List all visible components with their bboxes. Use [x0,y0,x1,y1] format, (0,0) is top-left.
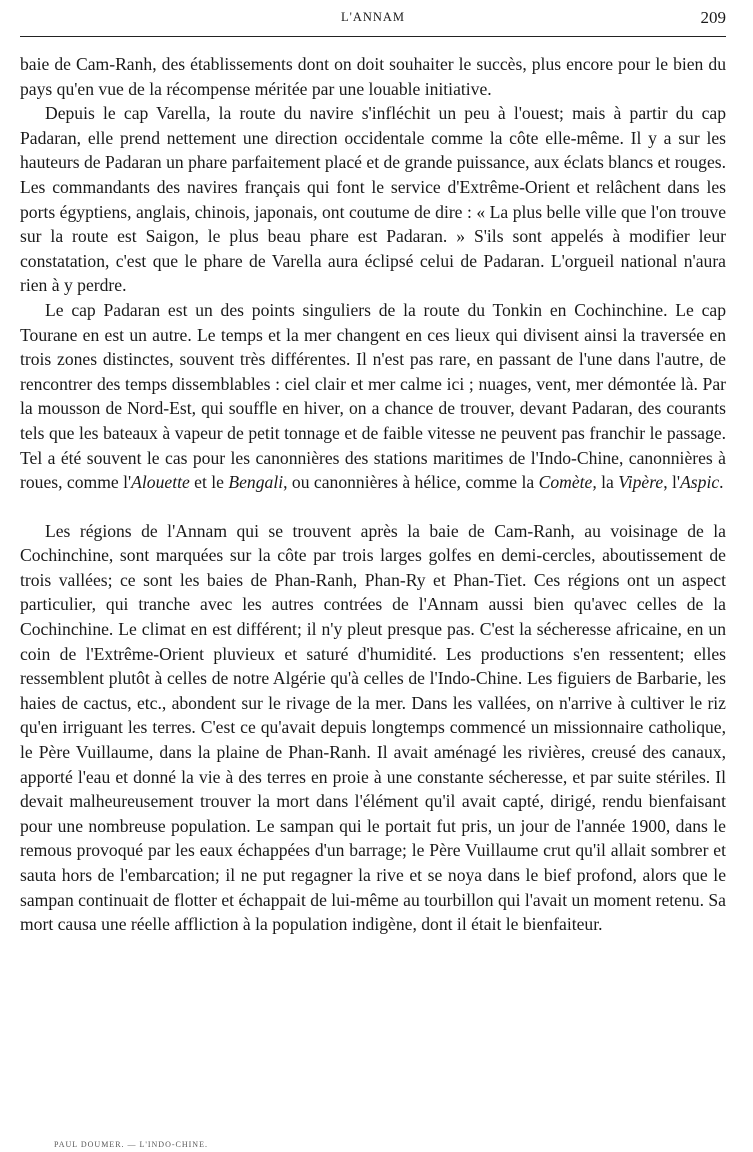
paragraph-cap-padaran [20,298,726,495]
ship-name-bengali: Bengali [228,472,284,493]
body-text [20,52,726,937]
connector-text: . [719,472,724,493]
running-head [20,0,726,38]
book-page [20,0,726,937]
paragraph-cap-varella: Depuis le cap Varella, la route du navire s'infléchit un peu à l'ouest; mais à partir du cap Padaran, elle prend nettement une direction occidentale comme la côte elle-même. Il y a sur les hauteurs de Padaran un phare parfaitement placé et de grande puissance, aux éclats blancs et rouges. Les commandants des navires français qui font le service d'Extrême-Orient et relâchent dans les ports égyptiens, anglais, chinois, japonais, ont coutume de dire : « La plus belle ville que l'on trouve sur la route est Saigon, le plus beau phare est Padaran. » S'ils sont appelés à modifier leur constatation, c'est que le phare de Varella aura éclipsé celui de Padaran. L'orgueil national n'aura rien à y perdre. [20,103,726,296]
section-break [20,495,726,519]
paragraph-continued: baie de Cam-Ranh, des établissements dont on doit souhaiter le succès, plus encore pour le bien du pays qu'en vue de la récompense méritée par une louable initiative. [20,54,726,99]
running-title: L'ANNAM [340,10,406,24]
page-number: 209 [700,8,726,27]
ship-name-comete: Comète, [538,472,597,493]
ship-name-vipere: Vipère [618,472,664,493]
paragraph-text: Le cap Padaran est un des points singuliers de la route du Tonkin en Cochinchine. Le cap Tourane en est un autre. Le temps et la mer changent en ces lieux qui divisent ainsi la traversée en trois zones distinctes, souvent très différentes. Il n'est pas rare, en passant de l'une dans l'autre, de rencontrer des temps dissemblables : ciel clair et mer calme ici ; nuages, vent, mer démontée là. Par la mousson de Nord-Est, qui souffle en hiver, on a chance de trouver, devant Padaran, des courants tels que les bateaux à vapeur de petit tonnage et de faible vitesse ne peuvent pas franchir le passage. Tel a été souvent le cas pour les canonnières des stations maritimes de l'Indo-Chine, canonnières à roues, comme l' [20,299,726,493]
connector-text: la [596,472,619,493]
footer-signature: PAUL DOUMER. — L'INDO-CHINE. [54,1140,208,1149]
ship-name-aspic: Aspic [680,472,720,493]
header-rule [20,36,726,37]
connector-text: , ou canonnières à hélice, comme la [283,472,539,493]
paragraph-regions-annam: Les régions de l'Annam qui se trouvent après la baie de Cam-Ranh, au voisinage de la Cochinchine, sont marquées sur la côte par trois larges golfes en demi-cercles, aboutissement de trois vallées; ce sont les baies de Phan-Ranh, Phan-Ry et Phan-Tiet. Ces régions ont un aspect particulier, qui tranche avec les autres contrées de l'Annam aussi bien qu'avec celles de la Cochinchine. Le climat en est différent; il n'y pleut presque pas. C'est la sécheresse africaine, en un coin de l'Extrême-Orient pluvieux et saturé d'humidité. Les productions s'en ressentent; elles ressemblent plutôt à celles de notre Algérie qu'à celles de l'Indo-Chine. Les figuiers de Barbarie, les haies de cactus, etc., abondent sur le rivage de la mer. Dans les vallées, on n'arrive à cultiver le riz qu'en irriguant les terres. C'est ce qu'avait depuis longtemps commencé un missionnaire catholique, le Père Vuillaume, dans la plaine de Phan-Ranh. Il avait aménagé les rivières, creusé des canaux, apporté l'eau et donné la vie à des terres en proie à une constante sécheresse, et par suite stériles. Il devait malheureusement trouver la mort dans l'élément qu'il avait capté, dirigé, rendu bienfaisant pour une nombreuse population. Le sampan qui le portait fut pris, un jour de l'année 1900, dans le remous provoqué par les eaux échappées d'un barrage; le Père Vuillaume crut qu'il allait sombrer et sauta hors de l'embarcation; il ne put regagner la rive et se noya dans le bief profond, alors que le sampan continuait de flotter et échappait de lui-même au tourbillon qui l'avait un moment retenu. Sa mort causa une réelle affliction à la population indigène, dont il était le bienfaiteur. [20,520,726,935]
connector-text: et le [189,472,229,493]
connector-text: , l' [663,472,681,493]
ship-name-alouette: Alouette [131,472,190,493]
